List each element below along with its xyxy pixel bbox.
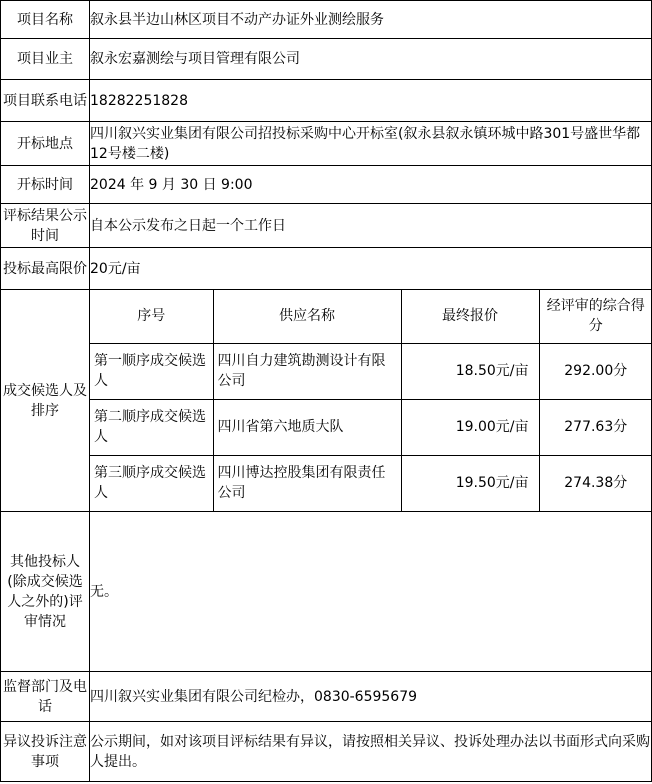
candidate-seq: 第三顺序成交候选人 xyxy=(90,455,213,511)
candidates-header-row xyxy=(90,290,652,343)
row-project-owner xyxy=(1,39,652,80)
table-row xyxy=(90,455,652,511)
publicity-time-value: 自本公示发布之日起一个工作日 xyxy=(90,204,652,248)
project-owner-label: 项目业主 xyxy=(1,39,90,80)
candidate-score: 277.63分 xyxy=(539,399,652,455)
row-project-name xyxy=(1,1,652,39)
row-bid-location xyxy=(1,122,652,166)
project-name-label: 项目名称 xyxy=(1,1,90,39)
other-bidders-value: 无。 xyxy=(90,512,652,672)
objection-label: 异议投诉注意事项 xyxy=(1,722,90,782)
header-score: 经评审的综合得分 xyxy=(539,290,652,343)
objection-value: 公示期间，如对该项目评标结果有异议，请按照相关异议、投诉处理办法以书面形式向采购人提出。 xyxy=(90,722,652,782)
row-candidates xyxy=(1,290,652,512)
table-row xyxy=(90,399,652,455)
header-price: 最终报价 xyxy=(401,290,539,343)
project-owner-value: 叙永宏嘉测绘与项目管理有限公司 xyxy=(90,39,652,80)
candidate-seq: 第一顺序成交候选人 xyxy=(90,343,213,399)
candidate-score: 292.00分 xyxy=(539,343,652,399)
candidate-supplier: 四川博达控股集团有限责任公司 xyxy=(213,455,401,511)
header-supplier: 供应名称 xyxy=(213,290,401,343)
bid-time-label: 开标时间 xyxy=(1,166,90,204)
candidate-seq: 第二顺序成交候选人 xyxy=(90,399,213,455)
row-objection xyxy=(1,722,652,782)
bid-location-value: 四川叙兴实业集团有限公司招投标采购中心开标室(叙永县叙永镇环城中路301号盛世华都12号楼二楼) xyxy=(90,122,652,166)
candidate-price: 19.50元/亩 xyxy=(401,455,539,511)
bid-time-value: 2024 年 9 月 30 日 9:00 xyxy=(90,166,652,204)
candidate-price: 18.50元/亩 xyxy=(401,343,539,399)
row-publicity-time xyxy=(1,204,652,248)
row-bid-time xyxy=(1,166,652,204)
row-supervision xyxy=(1,672,652,722)
max-price-label: 投标最高限价 xyxy=(1,248,90,290)
max-price-value: 20元/亩 xyxy=(90,248,652,290)
row-other-bidders xyxy=(1,512,652,672)
project-name-value: 叙永县半边山林区项目不动产办证外业测绘服务 xyxy=(90,1,652,39)
supervision-value: 四川叙兴实业集团有限公司纪检办，0830-6595679 xyxy=(90,672,652,722)
candidate-price: 19.00元/亩 xyxy=(401,399,539,455)
candidates-table xyxy=(90,290,652,511)
row-contact-phone xyxy=(1,80,652,122)
candidate-supplier: 四川省第六地质大队 xyxy=(213,399,401,455)
candidates-label: 成交候选人及排序 xyxy=(1,290,90,512)
header-seq: 序号 xyxy=(137,308,166,325)
other-bidders-label: 其他投标人(除成交候选人之外的)评审情况 xyxy=(1,512,90,672)
contact-phone-value: 18282251828 xyxy=(90,80,652,122)
contact-phone-label: 项目联系电话 xyxy=(1,80,90,122)
candidate-supplier: 四川自力建筑勘测设计有限公司 xyxy=(213,343,401,399)
supervision-label: 监督部门及电话 xyxy=(1,672,90,722)
candidates-cell xyxy=(90,290,652,512)
candidate-score: 274.38分 xyxy=(539,455,652,511)
publicity-time-label: 评标结果公示时间 xyxy=(1,204,90,248)
table-row xyxy=(90,343,652,399)
bid-location-label: 开标地点 xyxy=(1,122,90,166)
row-max-price xyxy=(1,248,652,290)
